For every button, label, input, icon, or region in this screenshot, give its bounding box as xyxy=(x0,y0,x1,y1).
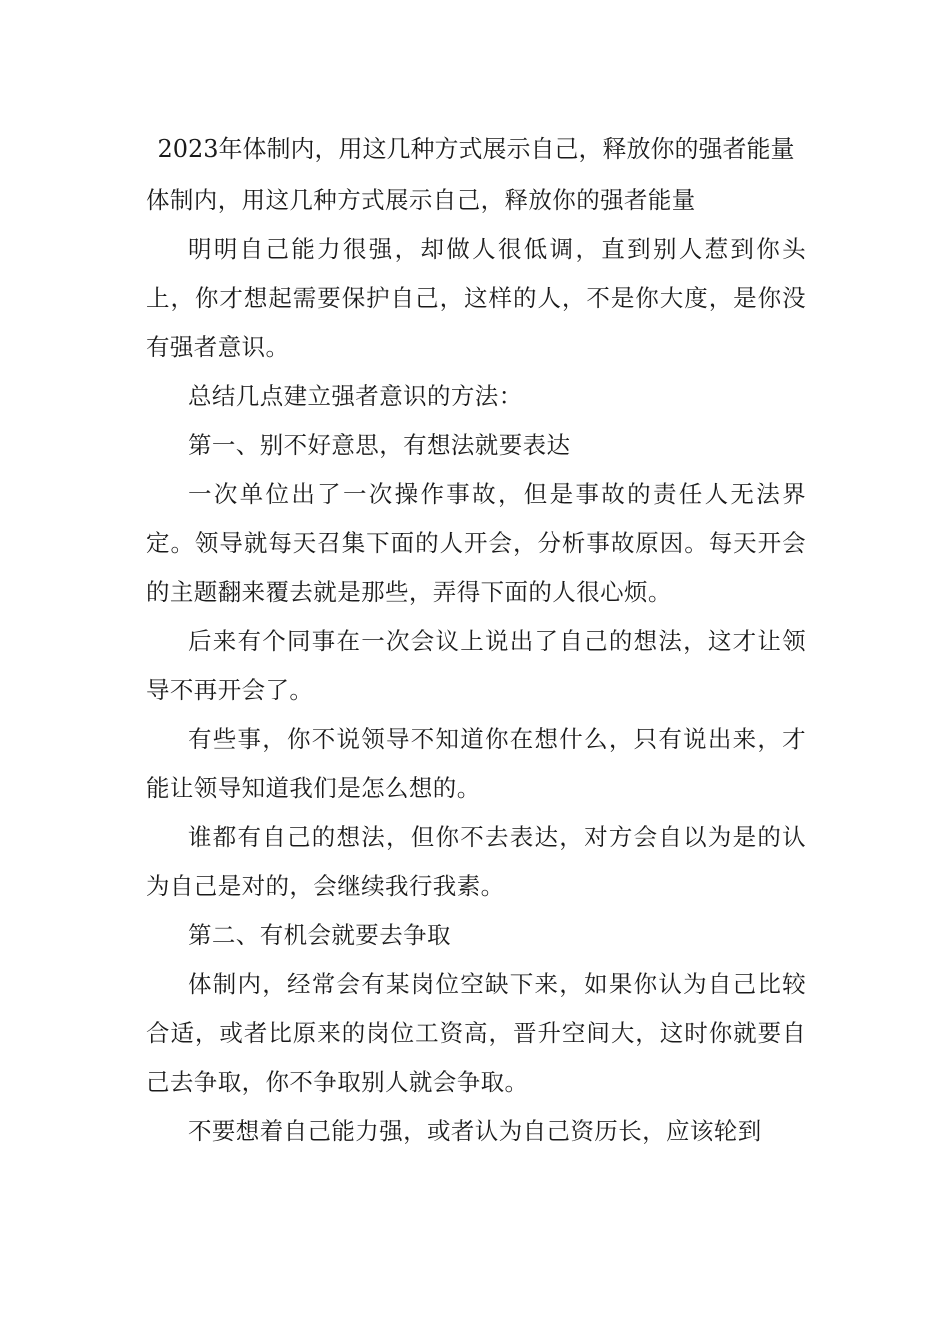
paragraph: 体制内，用这几种方式展示自己，释放你的强者能量 xyxy=(146,186,696,214)
document-page xyxy=(146,126,806,1156)
paragraph: 后来有个同事在一次会议上说出了自己的想法，这才让领导不再开会了。 xyxy=(146,627,806,704)
paragraph: 体制内，经常会有某岗位空缺下来，如果你认为自己比较合适，或者比原来的岗位工资高，晋升空间大，这时你就要自己去争取，你不争取别人就会争取。 xyxy=(146,970,806,1096)
paragraph: 总结几点建立强者意识的方法： xyxy=(188,382,523,410)
paragraph: 有些事，你不说领导不知道你在想什么，只有说出来，才能让领导知道我们是怎么想的。 xyxy=(146,725,806,802)
document-body xyxy=(146,176,806,1156)
paragraph: 一次单位出了一次操作事故，但是事故的责任人无法界定。领导就每天召集下面的人开会，分析事故原因。每天开会的主题翻来覆去就是那些，弄得下面的人很心烦。 xyxy=(146,480,806,606)
paragraph: 明明自己能力很强，却做人很低调，直到别人惹到你头上，你才想起需要保护自己，这样的人，不是你大度，是你没有强者意识。 xyxy=(146,235,806,361)
section-heading: 第一、别不好意思，有想法就要表达 xyxy=(188,431,571,459)
paragraph: 不要想着自己能力强，或者认为自己资历长，应该轮到 xyxy=(188,1117,762,1145)
document-title: 2023年体制内，用这几种方式展示自己，释放你的强者能量 xyxy=(157,135,795,163)
section-heading: 第二、有机会就要去争取 xyxy=(188,921,451,949)
paragraph: 谁都有自己的想法，但你不去表达，对方会自以为是的认为自己是对的，会继续我行我素。 xyxy=(146,823,806,900)
